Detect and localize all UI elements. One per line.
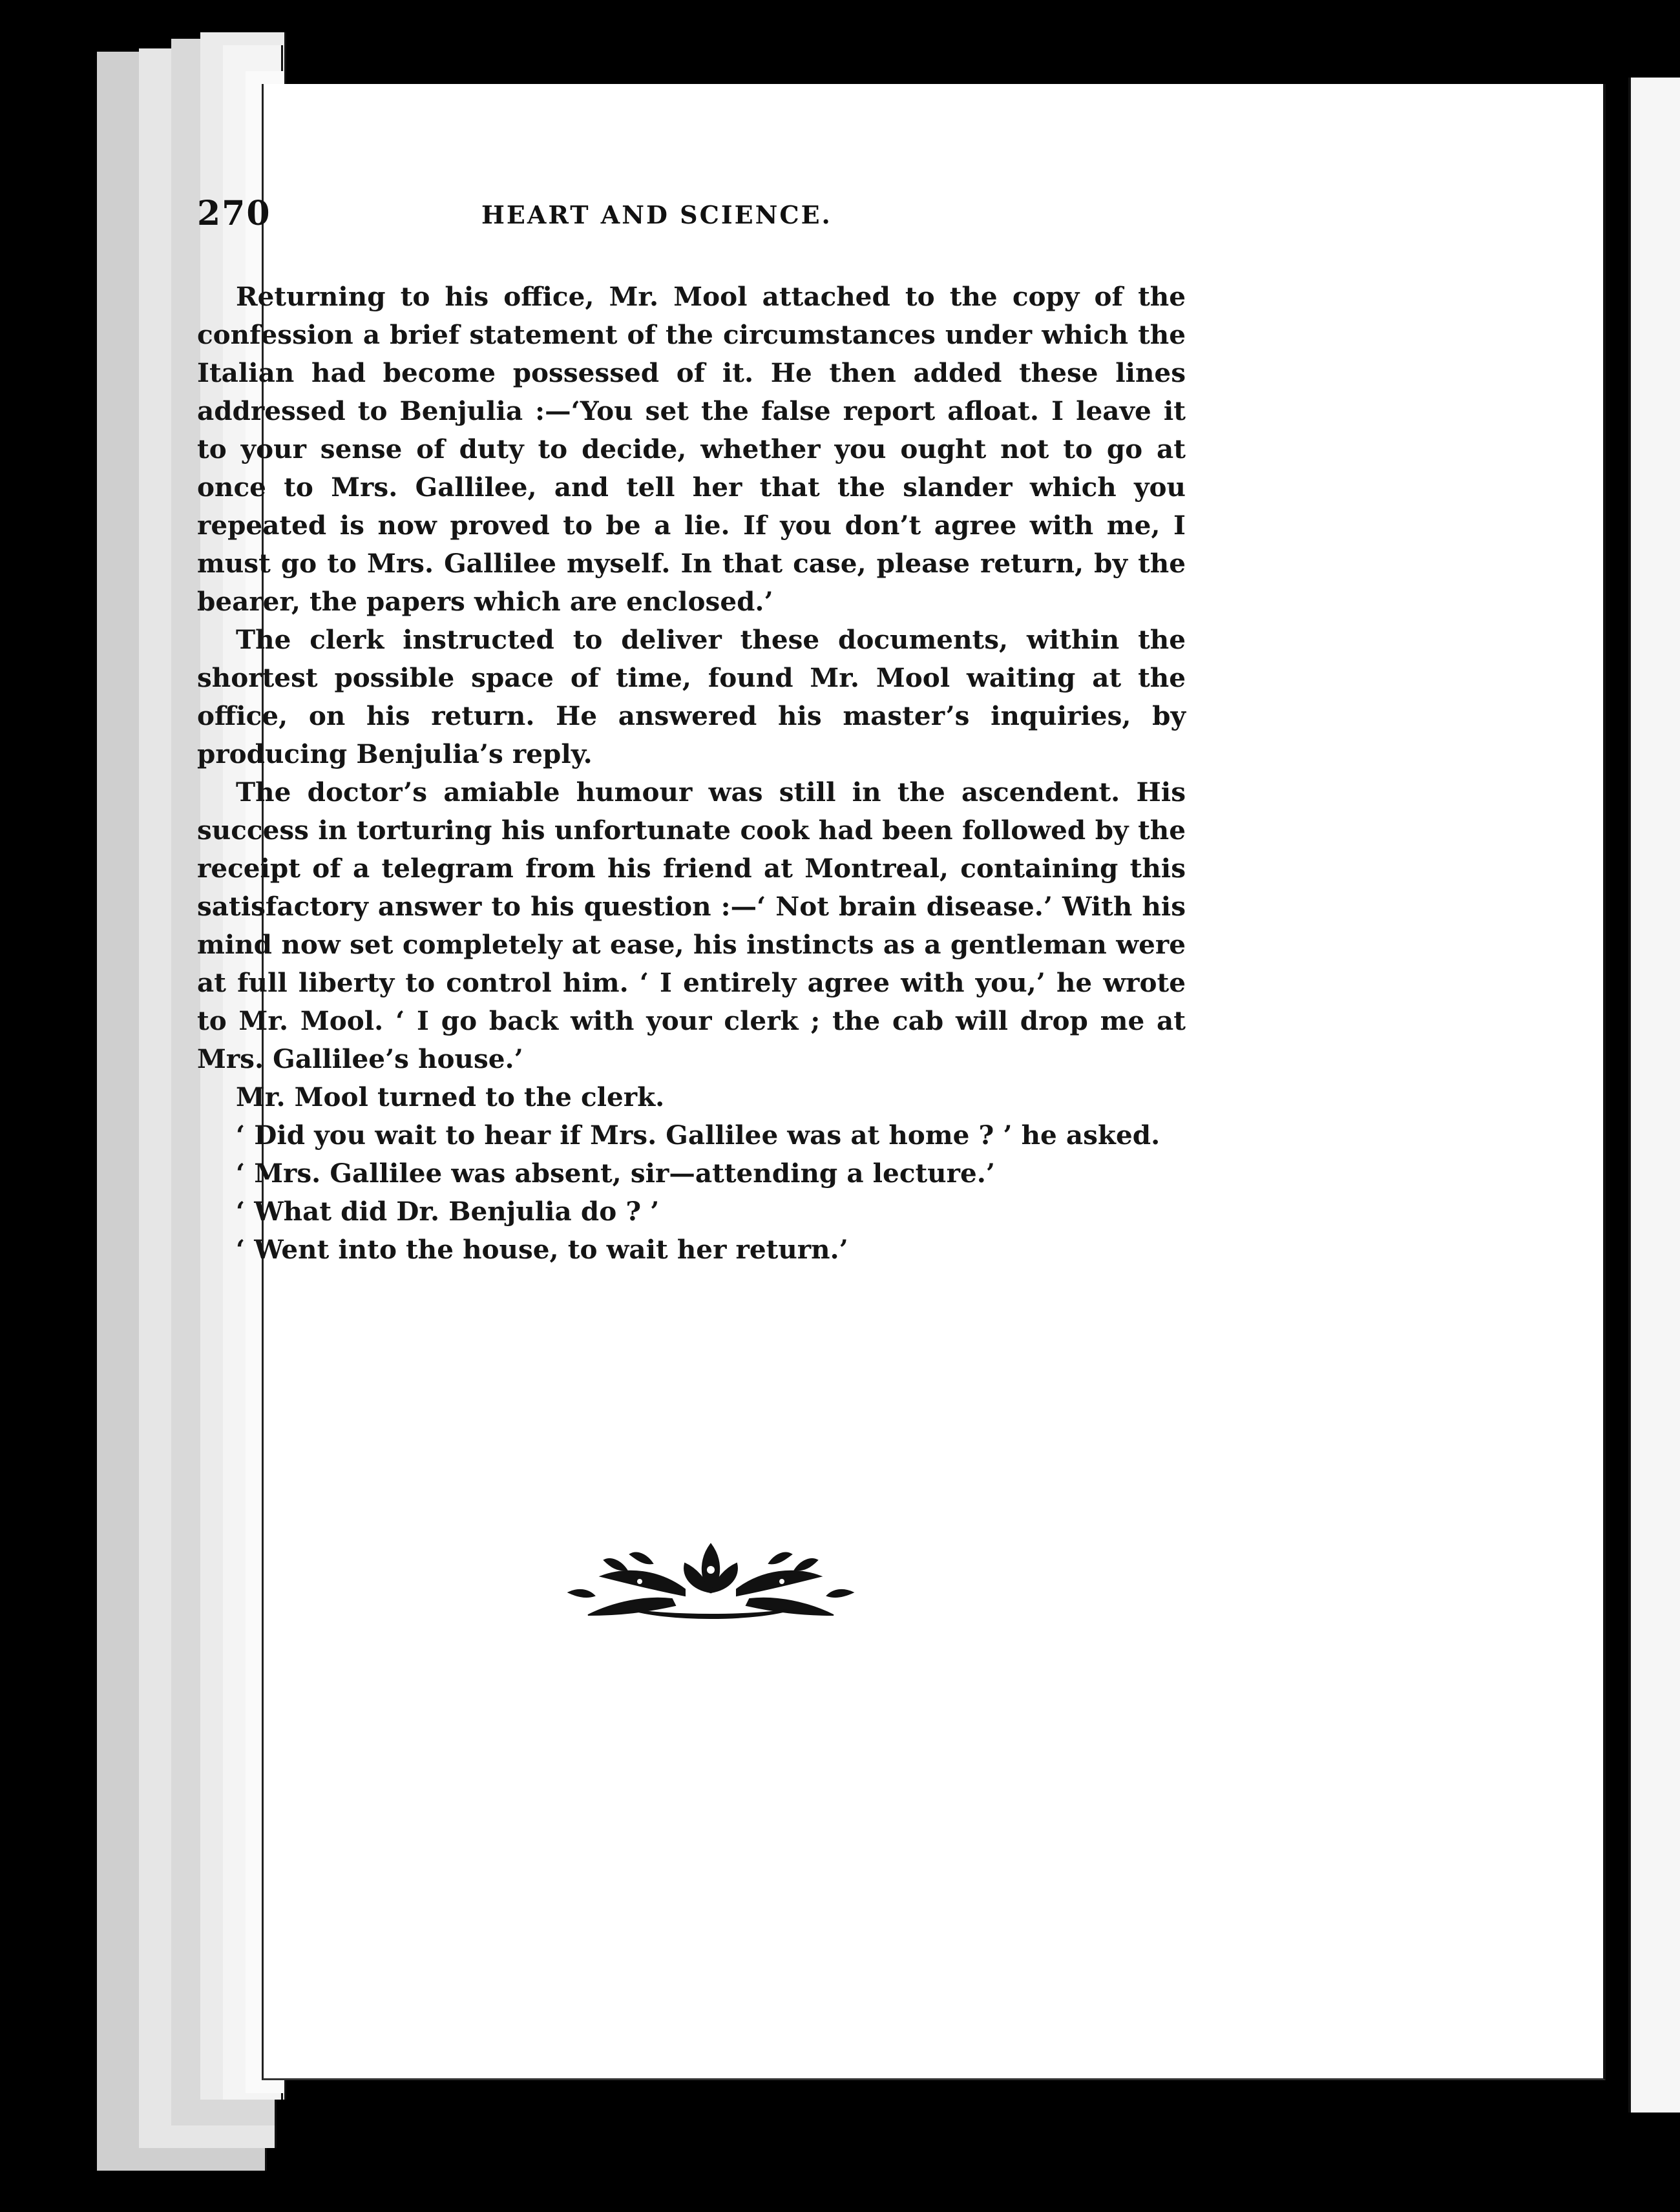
facing-page-edge [1628, 78, 1680, 2113]
page-header [197, 194, 1179, 245]
page-number: 270 [197, 194, 271, 233]
paragraph: ‘ What did Dr. Benjulia do ? ’ [236, 1196, 660, 1227]
paragraph: ‘ Did you wait to hear if Mrs. Gallilee was at home ? ’ he asked. [236, 1120, 1160, 1151]
paragraph: ‘ Went into the house, to wait her return.’ [236, 1234, 848, 1265]
running-title: HEART AND SCIENCE. [481, 200, 832, 229]
body-text [197, 278, 1186, 1269]
floral-tailpiece-icon [549, 1531, 872, 1628]
paragraph: Mr. Mool turned to the clerk. [236, 1081, 665, 1112]
paragraph: The doctor’s amiable humour was still in the ascendent. His success in torturing his unfortunate cook had been followed by the receipt of a telegram from his friend at Montreal, containing this satisfactory answer to his question :—‘ Not brain disease.’ With his mind now set completely at ease, his instincts as a gentleman were at full liberty to control him. ‘ I entirely agree with you,’ he wrote to Mr. Mool. ‘ I go back with your clerk ; the cab will drop me at Mrs. Gallilee’s house.’ [197, 777, 1186, 1074]
paragraph: The clerk instructed to deliver these documents, within the shortest possible space of time, found Mr. Mool waiting at the office, on his return. He answered his master’s inquiries, by producing Benjulia’s reply. [197, 624, 1186, 769]
paragraph: Returning to his office, Mr. Mool attached to the copy of the confession a brief statement of the circumstances under which the Italian had become possessed of it. He then added these lines addressed to Benjulia :—‘You set the false report afloat. I leave it to your sense of duty to decide, whether you ought not to go at once to Mrs. Gallilee, and tell her that the slander which you repeated is now proved to be a lie. If you don’t agree with me, I must go to Mrs. Gallilee myself. In that case, please return, by the bearer, the papers which are enclosed.’ [197, 281, 1186, 617]
paragraph: ‘ Mrs. Gallilee was absent, sir—attending a lecture.’ [236, 1158, 995, 1189]
